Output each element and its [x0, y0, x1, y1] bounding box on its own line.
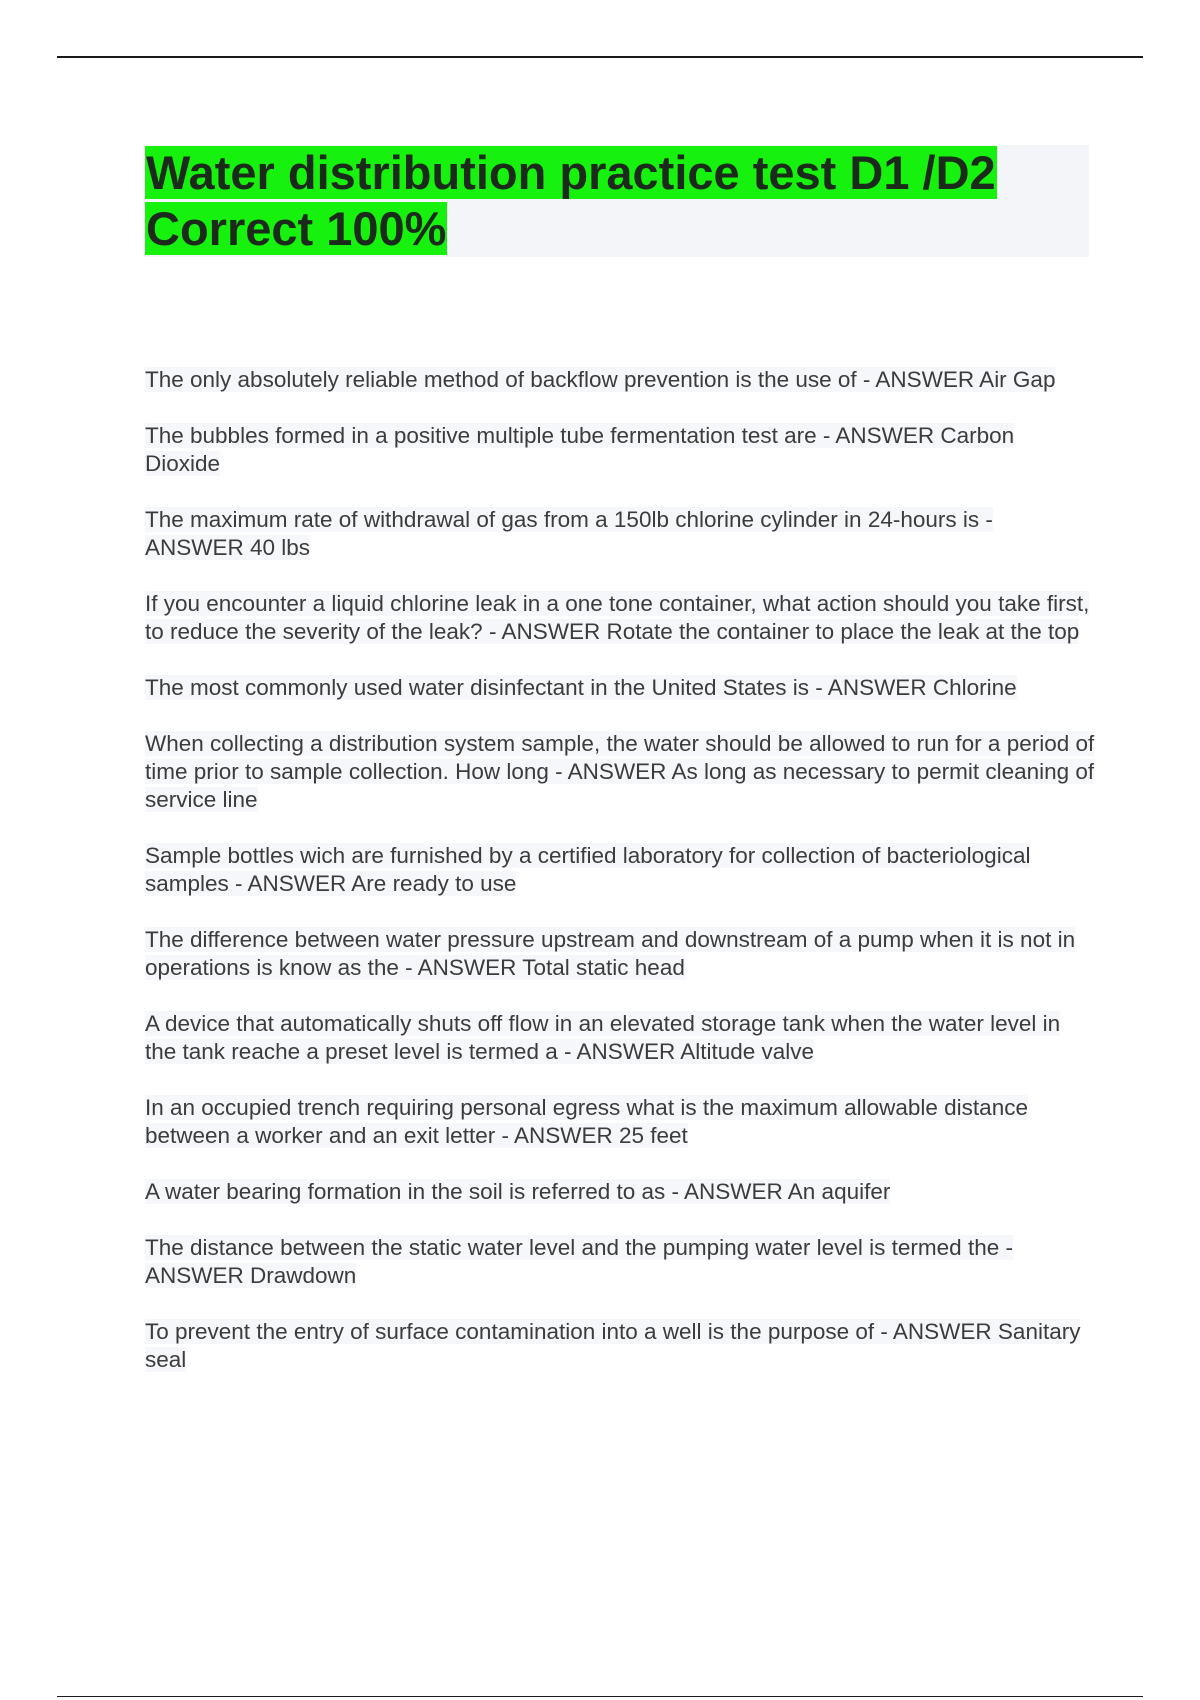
question-item: [145, 842, 1095, 898]
question-text: To prevent the entry of surface contamination into a well is the purpose of - ANSWER Sanitary seal: [145, 1319, 1081, 1372]
question-text: If you encounter a liquid chlorine leak in a one tone container, what action should you take first, to reduce the severity of the leak? - ANSWER Rotate the container to place the leak at the top: [145, 591, 1090, 644]
question-item: [145, 1318, 1095, 1374]
document-title: [145, 145, 1089, 257]
question-text: The only absolutely reliable method of backflow prevention is the use of - ANSWER Air Gap: [145, 367, 1056, 392]
question-item: [145, 1094, 1095, 1150]
title-block: [145, 145, 1089, 257]
question-text: When collecting a distribution system sample, the water should be allowed to run for a period of time prior to sample collection. How long - ANSWER As long as necessary to permit cleaning of service line: [145, 731, 1095, 812]
question-item: [145, 506, 1095, 562]
question-text: The difference between water pressure upstream and downstream of a pump when it is not in operations is know as the - ANSWER Total static head: [145, 927, 1076, 980]
question-text: The most commonly used water disinfectant in the United States is - ANSWER Chlorine: [145, 675, 1017, 700]
footer-rule: [57, 1696, 1143, 1697]
header-rule: [57, 56, 1143, 58]
question-item: [145, 422, 1095, 478]
question-item: [145, 1010, 1095, 1066]
question-text: The distance between the static water level and the pumping water level is termed the - ANSWER Drawdown: [145, 1235, 1013, 1288]
question-text: The maximum rate of withdrawal of gas from a 150lb chlorine cylinder in 24-hours is - ANSWER 40 lbs: [145, 507, 993, 560]
question-text: A water bearing formation in the soil is referred to as - ANSWER An aquifer: [145, 1179, 891, 1204]
question-text: In an occupied trench requiring personal egress what is the maximum allowable distance between a worker and an exit letter - ANSWER 25 feet: [145, 1095, 1028, 1148]
question-item: [145, 1178, 1095, 1206]
question-item: [145, 674, 1095, 702]
question-text: A device that automatically shuts off flow in an elevated storage tank when the water level in the tank reache a preset level is termed a - ANSWER Altitude valve: [145, 1011, 1061, 1064]
question-item: [145, 366, 1095, 394]
question-list: [145, 366, 1095, 1402]
question-item: [145, 590, 1095, 646]
question-text: The bubbles formed in a positive multiple tube fermentation test are - ANSWER Carbon Dioxide: [145, 423, 1015, 476]
question-text: Sample bottles wich are furnished by a certified laboratory for collection of bacteriological samples - ANSWER Are ready to use: [145, 843, 1031, 896]
question-item: [145, 926, 1095, 982]
question-item: [145, 730, 1095, 814]
document-title-text: Water distribution practice test D1 /D2 Correct 100%: [146, 146, 996, 255]
question-item: [145, 1234, 1095, 1290]
